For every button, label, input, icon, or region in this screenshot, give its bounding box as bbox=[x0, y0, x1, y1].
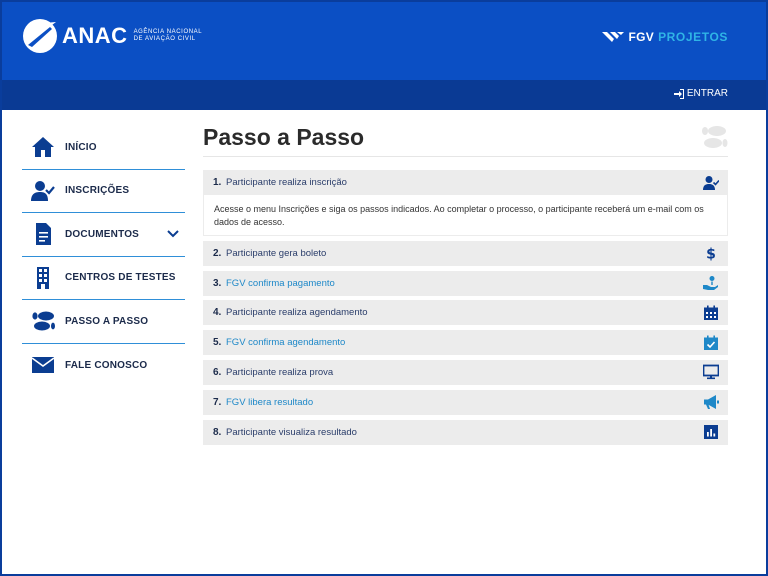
step-label: Participante realiza inscrição bbox=[226, 177, 347, 188]
logo-word: ANAC bbox=[62, 23, 128, 48]
step-1-detail: Acesse o menu Inscrições e siga os passos indicados. Ao completar o processo, o participante receberá um e-mail com os dados de acesso. bbox=[203, 195, 728, 236]
step-number: 8. bbox=[213, 426, 222, 438]
step-label: Participante gera boleto bbox=[226, 247, 327, 259]
projetos-word: PROJETOS bbox=[658, 30, 728, 44]
sidebar-item-label: INSCRIÇÕES bbox=[65, 185, 130, 197]
sidebar-item-label: CENTROS DE TESTES bbox=[65, 272, 176, 284]
step-label: FGV confirma agendamento bbox=[226, 337, 346, 349]
sidebar-item-label: DOCUMENTOS bbox=[65, 228, 140, 240]
step-label: Participante realiza prova bbox=[226, 366, 334, 378]
step-number: 2. bbox=[213, 247, 222, 259]
step-number: 4. bbox=[213, 307, 222, 319]
step-label: FGV libera resultado bbox=[226, 396, 314, 408]
step-number: 3. bbox=[213, 277, 222, 289]
step-label: Participante realiza agendamento bbox=[226, 307, 368, 319]
step-number: 7. bbox=[213, 396, 222, 408]
step-label: FGV confirma pagamento bbox=[226, 277, 335, 289]
logo-subtitle-line1: AGÊNCIA NACIONAL bbox=[133, 29, 203, 35]
sidebar-item-label: FALE CONOSCO bbox=[65, 359, 148, 371]
step-number: 5. bbox=[213, 337, 222, 349]
step-label: Participante visualiza resultado bbox=[226, 426, 357, 438]
logo-subtitle-line2: DE AVIAÇÃO CIVIL bbox=[133, 36, 196, 42]
svg-text:$: $ bbox=[706, 246, 716, 262]
step-number: 6. bbox=[213, 366, 222, 378]
fgv-word: FGV bbox=[628, 30, 655, 44]
sidebar-item-label: INÍCIO bbox=[65, 141, 97, 153]
sidebar-item-label: PASSO A PASSO bbox=[65, 315, 149, 327]
step-number: 1. bbox=[213, 177, 222, 188]
page-title: Passo a Passo bbox=[203, 124, 365, 150]
login-label: ENTRAR bbox=[686, 88, 728, 99]
